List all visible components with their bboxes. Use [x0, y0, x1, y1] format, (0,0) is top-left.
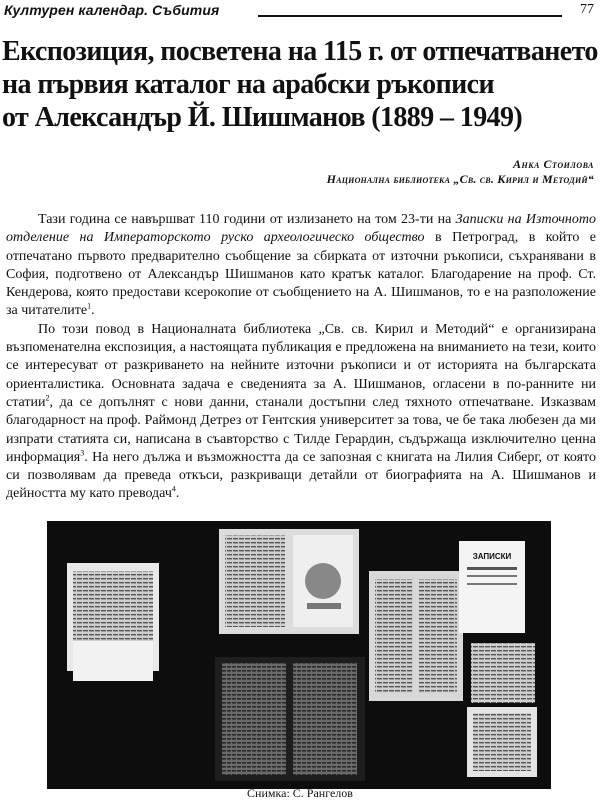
text-run: По този повод в Националната библиотека „Св. св. Кирил и Методий“ е организирана възпоменателна експозиция, а настоящата публикация е предложена на вниманието на тези, които се интересуват от разкриването на нейните източни ръкописи и от историята на българската ориенталистика. Основната задача е сведенията за А. Шишманов, огласени в по-ранните ни статии — [6, 321, 596, 410]
text-run: . На него дължа и възможността да се запозная с книгата на Лилия Сиберг, от която си позволявам да преведа откъси, разкриващи детайли от биографията на А. Шишманов и дейността му като преводач — [6, 449, 596, 502]
running-head-rule — [258, 15, 562, 17]
text-run: Тази година се навършват 110 години от излизането на том 23-ти на — [38, 212, 456, 227]
text-run: в Петроград, в който е отпечатано първото предварително съобщение за сбирката от източни ръкописи, съхранявани в София, подготвено от Александър Шишманов като кратък каталог. Благодарение на проф. Ст. Кендерова, която предостави ксерокопие от съобщението на А. Шишманов, то е на разположение за читателите — [6, 230, 596, 319]
loose-pages — [467, 643, 537, 777]
open-book-top — [219, 529, 359, 634]
running-head-title: Културен календар. Събития — [4, 2, 220, 18]
title-line: Експозиция, посветена на 115 г. от отпечатването — [2, 36, 598, 67]
paragraph — [6, 211, 596, 321]
byline — [327, 157, 594, 187]
book-cover-title: ЗАПИСКИ — [472, 552, 512, 561]
title-line: от Александър Й. Шишманов (1889 – 1949) — [2, 102, 523, 133]
text-run: , да се допълнят с нови данни, станали достъпни след тяхното отпечатване. Изказвам благодарност на проф. Раймонд Детрез от Гентския университет за това, че бе така любезен да ми изпрати статията си, написана в съавторство с Тилде Герардин, съдържаща изключително ценна информация — [6, 394, 596, 465]
open-book-right — [369, 571, 463, 701]
booklet-left — [67, 563, 159, 681]
title-line: на първия каталог на арабски ръкописи — [2, 69, 494, 100]
exhibition-photo — [47, 521, 551, 789]
page-number: 77 — [580, 2, 594, 17]
photo-caption: Снимка: С. Рангелов — [247, 786, 353, 800]
exhibition-photo-drawing — [47, 521, 551, 789]
author-affiliation: Национална библиотека „Св. св. Кирил и Методий“ — [326, 172, 594, 186]
article-body — [6, 211, 596, 504]
text-run: . — [91, 303, 95, 319]
open-book-bottom — [215, 657, 365, 781]
text-run: . — [175, 486, 180, 502]
running-head — [0, 0, 600, 22]
footnote-ref: 1 — [87, 301, 92, 311]
author-name: Анка Стоилова — [512, 157, 594, 171]
italic-journal-title: Записки на Източното отделение на Императорското руско археологическо общество — [6, 212, 596, 246]
book-cover-zapiski — [459, 541, 525, 633]
footnote-ref: 2 — [45, 393, 50, 403]
article-title — [2, 35, 598, 134]
footnote-ref: 4 — [171, 484, 176, 494]
paragraph — [6, 321, 596, 504]
footnote-ref: 3 — [80, 448, 85, 458]
